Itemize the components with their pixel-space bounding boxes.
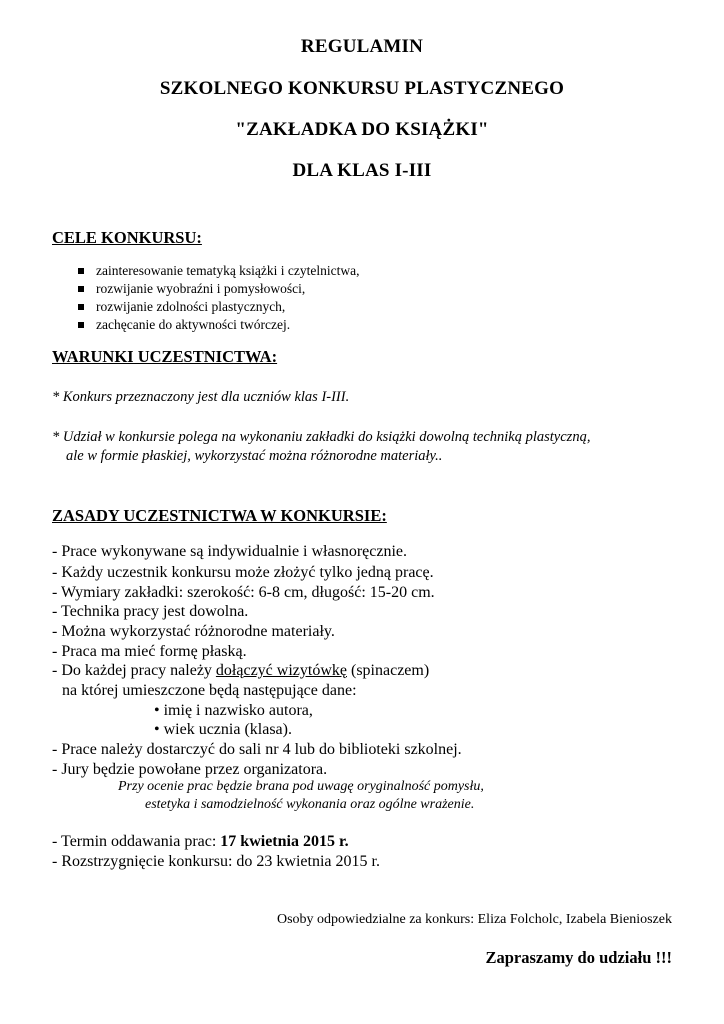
title-line-2: SZKOLNEGO KONKURSU PLASTYCZNEGO	[159, 78, 565, 99]
rule-7-sub-1: • imię i nazwisko autora,	[154, 702, 313, 719]
square-bullet-icon	[78, 268, 84, 274]
rule-8: - Prace należy dostarczyć do sali nr 4 lub do biblioteki szkolnej.	[52, 741, 462, 758]
square-bullet-icon	[78, 322, 84, 328]
list-item: zachęcanie do aktywności twórczej.	[78, 316, 360, 334]
rule-7-continued: na której umieszczone będą następujące dane:	[62, 682, 357, 699]
rules-heading: ZASADY UCZESTNICTWA W KONKURSIE:	[52, 506, 387, 525]
title-line-1: REGULAMIN	[300, 36, 424, 57]
judging-note-1: Przy ocenie prac będzie brana pod uwagę oryginalność pomysłu,	[118, 779, 484, 794]
rule-6: - Praca ma mieć formę płaską.	[52, 643, 247, 660]
responsible-persons: Osoby odpowiedzialne za konkurs: Eliza Folcholc, Izabela Bienioszek	[277, 912, 672, 927]
attach-card-text: dołączyć wizytówkę	[215, 662, 347, 679]
rule-4: - Technika pracy jest dowolna.	[52, 603, 249, 620]
deadline-date: 17 kwietnia 2015 r.	[220, 833, 349, 850]
invitation: Zapraszamy do udziału !!!	[485, 948, 672, 967]
rule-7-sub-2: • wiek ucznia (klasa).	[154, 721, 292, 738]
rule-7: - Do każdej pracy należy dołączyć wizytówkę (spinaczem)	[52, 662, 430, 679]
list-item: rozwijanie zdolności plastycznych,	[78, 298, 360, 316]
conditions-heading: WARUNKI UCZESTNICTWA:	[52, 347, 278, 366]
list-item: rozwijanie wyobraźni i pomysłowości,	[78, 280, 360, 298]
condition-line-2a: * Udział w konkursie polega na wykonaniu zakładki do książki dowolną techniką plastyczną,	[52, 429, 591, 445]
result-date: - Rozstrzygnięcie konkursu: do 23 kwietnia 2015 r.	[52, 853, 380, 870]
title-line-4: DLA KLAS I-III	[292, 160, 432, 181]
condition-line-2b: ale w formie płaskiej, wykorzystać można różnorodne materiały..	[66, 448, 443, 464]
goals-list	[78, 262, 360, 334]
rule-1: - Prace wykonywane są indywidualnie i własnoręcznie.	[52, 543, 407, 560]
rule-5: - Można wykorzystać różnorodne materiały.	[52, 623, 335, 640]
list-item: zainteresowanie tematyką książki i czytelnictwa,	[78, 262, 360, 280]
rule-2: - Każdy uczestnik konkursu może złożyć tylko jedną pracę.	[52, 564, 434, 581]
condition-line-1: * Konkurs przeznaczony jest dla uczniów klas I-III.	[52, 389, 350, 405]
rule-3: - Wymiary zakładki: szerokość: 6-8 cm, długość: 15-20 cm.	[52, 584, 435, 601]
title-line-3: "ZAKŁADKA DO KSIĄŻKI"	[235, 119, 489, 140]
square-bullet-icon	[78, 286, 84, 292]
rule-9: - Jury będzie powołane przez organizatora.	[52, 761, 328, 778]
square-bullet-icon	[78, 304, 84, 310]
goals-heading: CELE KONKURSU:	[52, 228, 202, 247]
judging-note-2: estetyka i samodzielność wykonania oraz ogólne wrażenie.	[145, 797, 475, 812]
deadline: - Termin oddawania prac: 17 kwietnia 2015 r.	[52, 833, 349, 850]
